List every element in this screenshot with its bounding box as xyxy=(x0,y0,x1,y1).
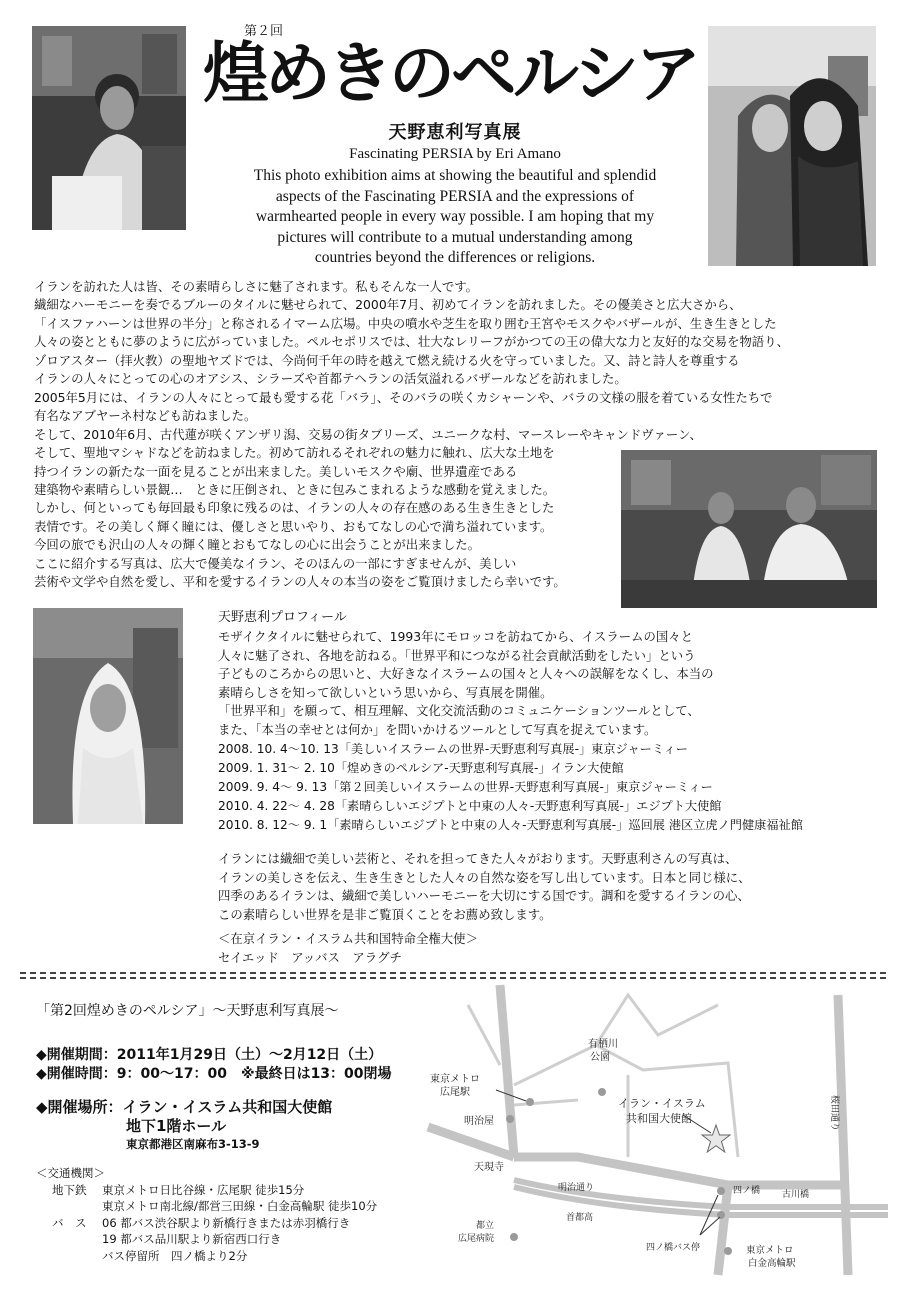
intro-line: ここに紹介する写真は、広大で優美なイラン、そのほんの一部にすぎませんが、美しい xyxy=(34,555,517,571)
profile-line: また、「本当の幸せとは何か」を問いかけるツールとして写真を捉えています。 xyxy=(218,721,657,737)
exhibition-venue: ◆開催場所：イラン・イスラム共和国大使館 xyxy=(36,1098,333,1116)
meijiya-dot xyxy=(506,1115,514,1123)
hiroo-station-label-2: 広尾駅 xyxy=(440,1087,470,1098)
map-road xyxy=(718,1185,728,1275)
english-line: countries beyond the differences or religions. xyxy=(314,249,596,267)
tengenji-label: 天現寺 xyxy=(474,1162,504,1173)
hospital-label-2: 広尾病院 xyxy=(458,1234,495,1244)
ambassador-name: セイエッド アッバス アラグチ xyxy=(218,949,402,965)
intro-line: イランを訪れた人は皆、その素晴らしさに魅了されます。私もそんな一人です。 xyxy=(34,279,479,294)
access-info xyxy=(36,1165,377,1264)
intro-line: 有名なアブヤーネ村なども訪ねました。 xyxy=(34,408,257,424)
exhibition-address: 東京都港区南麻布3-13-9 xyxy=(126,1137,260,1151)
profile-line: モザイクタイルに魅せられて、1993年にモロッコを訪ねてから、イスラームの国々と xyxy=(218,629,694,644)
meijiya-label: 明治屋 xyxy=(464,1116,494,1127)
bus-stop-label: 四ノ橋バス停 xyxy=(646,1243,701,1253)
history-item: 2009. 9. 4～ 9. 13「第２回美しいイスラームの世界-天野恵利写真展-」東京ジャーミィー xyxy=(218,780,713,794)
leader-line xyxy=(700,1217,720,1235)
intro-line: ゾロアスター（拝火教）の聖地ヤズドでは、今尚何千年の時を越えて燃え続ける火を守っていました。又、詩と詩人を尊重する xyxy=(34,352,740,368)
intro-line: 今回の旅でも沢山の人々の輝く瞳とおもてなしの心に出会うことが出来ました。 xyxy=(34,537,481,553)
subway-route: 東京メトロ南北線/都営三田線・白金高輪駅 徒歩10分 xyxy=(102,1199,378,1213)
profile-line: 「世界平和」を願って、相互理解、文化交流活動のコミュニケーションツールとして、 xyxy=(218,703,700,718)
photo-two-women xyxy=(708,26,876,266)
profile-line: 人々に魅了され、各地を訪ねる。「世界平和につながる社会貢献活動をしたい」という xyxy=(218,647,696,663)
history-item: 2008. 10. 4～10. 13「美しいイスラームの世界-天野恵利写真展-」東京ジャーミィー xyxy=(218,742,688,756)
map-street xyxy=(514,1100,578,1105)
english-line: warmhearted people in every way possible. I am hoping that my xyxy=(255,208,655,226)
english-title: Fascinating PERSIA by Eri Amano xyxy=(349,146,561,162)
shirokane-label-2: 白金高輪駅 xyxy=(748,1258,796,1269)
bus-stop-info: バス停留所 四ノ橋より2分 xyxy=(102,1248,248,1263)
photo-woman-headscarf xyxy=(33,608,183,824)
ambassador-line: イランには繊細で美しい芸術と、それを担ってきた人々がおります。天野恵利さんの写真は、 xyxy=(218,851,738,866)
intro-text xyxy=(34,278,789,592)
map-dots xyxy=(506,1088,732,1255)
hospital-dot xyxy=(510,1233,518,1241)
intro-line: そして、聖地マシャドなどを訪ねました。初めて訪れるそれぞれの魅力に触れ、広大な土地を xyxy=(34,445,555,461)
intro-line: 表情です。その美しく輝く瞳には、優しさと思いやり、おもてなしの心で満ち溢れています。 xyxy=(34,518,553,534)
access-heading: ＜交通機関＞ xyxy=(36,1166,105,1180)
exhibition-history xyxy=(218,740,803,835)
english-line: aspects of the Fascinating PERSIA and the expressions of xyxy=(275,187,635,205)
ambassador-signature xyxy=(218,930,478,967)
bus-route: 19 都バス品川駅より新宿西口行き xyxy=(102,1232,282,1246)
intro-line: そして、2010年6月、古代蓮が咲くアンザリ潟、交易の街タブリーズ、ユニークな村、マースレーやキャンドヴァーン、 xyxy=(34,426,702,442)
shirokane-dot xyxy=(724,1247,732,1255)
subway-label: 地下鉄 xyxy=(52,1182,87,1197)
profile-line: 素晴らしさを知って欲しいという思いから、写真展を開催。 xyxy=(218,684,553,700)
map-roads xyxy=(428,985,848,1275)
history-item: 2009. 1. 31～ 2. 10「煌めきのペルシア-天野恵利写真展-」イラン大使館 xyxy=(218,761,624,775)
exhibition-title: 「第2回煌めきのペルシア」～天野恵利写真展～ xyxy=(36,1003,339,1019)
intro-line: 2005年5月には、イランの人々にとって最も愛する花「バラ」、そのバラの咲くカシャーンや、バラの文様の服を着ている女性たちで xyxy=(34,389,773,405)
dashed-divider xyxy=(20,972,886,974)
exhibition-info xyxy=(36,1046,392,1152)
park-label-1: 有栖川 xyxy=(588,1039,618,1050)
exhibition-hall: 地下1階ホール xyxy=(126,1117,227,1135)
map-road xyxy=(428,1127,514,1157)
intro-line: 繊細なハーモニーを奏でるブルーのタイルに魅せられて、2000年7月、初めてイランを訪れました。その優美さと広大さから、 xyxy=(34,297,742,313)
intro-line: 芸術や文学や自然を愛し、平和を愛するイランの人々の本当の姿をご覧頂けましたら幸いです。 xyxy=(34,574,566,590)
subway-route: 東京メトロ日比谷線・広尾駅 徒歩15分 xyxy=(102,1182,305,1197)
sakurada-label: 桜田通り xyxy=(829,1095,839,1132)
profile-text xyxy=(218,628,714,739)
ambassador-line: イランの美しさを伝え、生き生きとした人々の自然な姿を写し出しています。日本と同じ様に、 xyxy=(218,869,751,885)
yonohashi-label: 四ノ橋 xyxy=(733,1186,761,1196)
exhibition-subtitle: 天野恵利写真展 xyxy=(388,122,522,143)
profile-heading: 天野恵利プロフィール xyxy=(218,610,347,625)
profile-line: 子どものころからの思いと、大好きなイスラームの国々と人々への誤解をなくし、本当の xyxy=(218,666,714,681)
shirokane-label-1: 東京メトロ xyxy=(746,1245,794,1256)
access-map xyxy=(428,975,888,1275)
logo-text: 煌めきのペルシア xyxy=(202,35,698,112)
english-line: This photo exhibition aims at showing the beautiful and splendid xyxy=(253,167,657,184)
ambassador-line: この素晴らしい世界を是非ご覧頂くことをお薦め致します。 xyxy=(218,906,552,922)
english-description xyxy=(232,166,678,269)
bus-label: バ ス xyxy=(52,1215,87,1230)
park-label-2: 公園 xyxy=(590,1052,610,1063)
embassy-star-icon xyxy=(702,1125,730,1152)
intro-line: 持つイランの新たな一面を見ることが出来ました。美しいモスクや廟、世界遺産である xyxy=(34,463,518,479)
furukawabashi-label: 古川橋 xyxy=(782,1190,810,1200)
map-road xyxy=(838,995,848,1275)
embassy-label-1: イラン・イスラム xyxy=(618,1097,706,1110)
ambassador-title: ＜在京イラン・イスラム共和国特命全権大使＞ xyxy=(218,931,478,946)
map-road xyxy=(500,985,514,1157)
english-line: pictures will contribute to a mutual understanding among xyxy=(277,228,633,246)
yonohashi-dot xyxy=(717,1187,725,1195)
shutoko-label: 首都高 xyxy=(566,1213,594,1223)
hiroo-station-dot xyxy=(526,1098,534,1106)
intro-line: 建築物や素晴らしい景観… ときに圧倒され、ときに包みこまれるような感動を覚えました。 xyxy=(34,481,556,497)
intro-line: しかし、何といっても毎回最も印象に残るのは、イランの人々の存在感のある生き生きとした xyxy=(34,500,555,516)
intro-line: イランの人々にとっての心のオアシス、シラーズや首都テヘランの活気溢れるバザールなどを訪れました。 xyxy=(34,371,627,387)
edition-label: 第２回 xyxy=(244,24,284,39)
park-dot xyxy=(598,1088,606,1096)
intro-line: 「イスファハーンは世界の半分」と称されるイマーム広場。中央の噴水や芝生を取り囲む王宮やモスクやバザールが、生き生きとした xyxy=(34,315,777,331)
ambassador-message xyxy=(218,850,751,924)
bus-stop-dot xyxy=(717,1211,725,1219)
map-road xyxy=(514,1157,848,1185)
bus-route: 06 都バス渋谷駅より新橋行きまたは赤羽橋行き xyxy=(102,1215,351,1230)
map-street xyxy=(468,1005,500,1065)
meiji-dori-label: 明治通り xyxy=(558,1183,595,1193)
history-item: 2010. 8. 12～ 9. 1「素晴らしいエジプトと中東の人々-天野恵利写真展-」巡回展 港区立虎ノ門健康福祉館 xyxy=(218,818,803,832)
embassy-label-2: 共和国大使館 xyxy=(626,1112,692,1125)
exhibition-period: ◆開催期間：2011年1月29日（土）～2月12日（土） xyxy=(36,1047,383,1063)
ambassador-line: 四季のあるイランは、繊細で美しいハーモニーを大切にする国です。調和を愛するイランの心、 xyxy=(218,888,750,903)
exhibition-hours: ◆開催時間：9：00～17：00 ※最終日は13：00閉場 xyxy=(36,1066,392,1082)
hospital-label-1: 都立 xyxy=(476,1221,495,1231)
intro-line: 人々の姿とともに夢のように広がっていました。ペルセポリスでは、壮大なレリーフがかつての王の偉大な力と友好的な交易を物語り、 xyxy=(34,334,789,350)
photo-young-man-shop xyxy=(32,26,186,230)
hiroo-station-label-1: 東京メトロ xyxy=(430,1074,480,1085)
history-item: 2010. 4. 22～ 4. 28「素晴らしいエジプトと中東の人々-天野恵利写真展-」エジプト大使館 xyxy=(218,799,722,813)
